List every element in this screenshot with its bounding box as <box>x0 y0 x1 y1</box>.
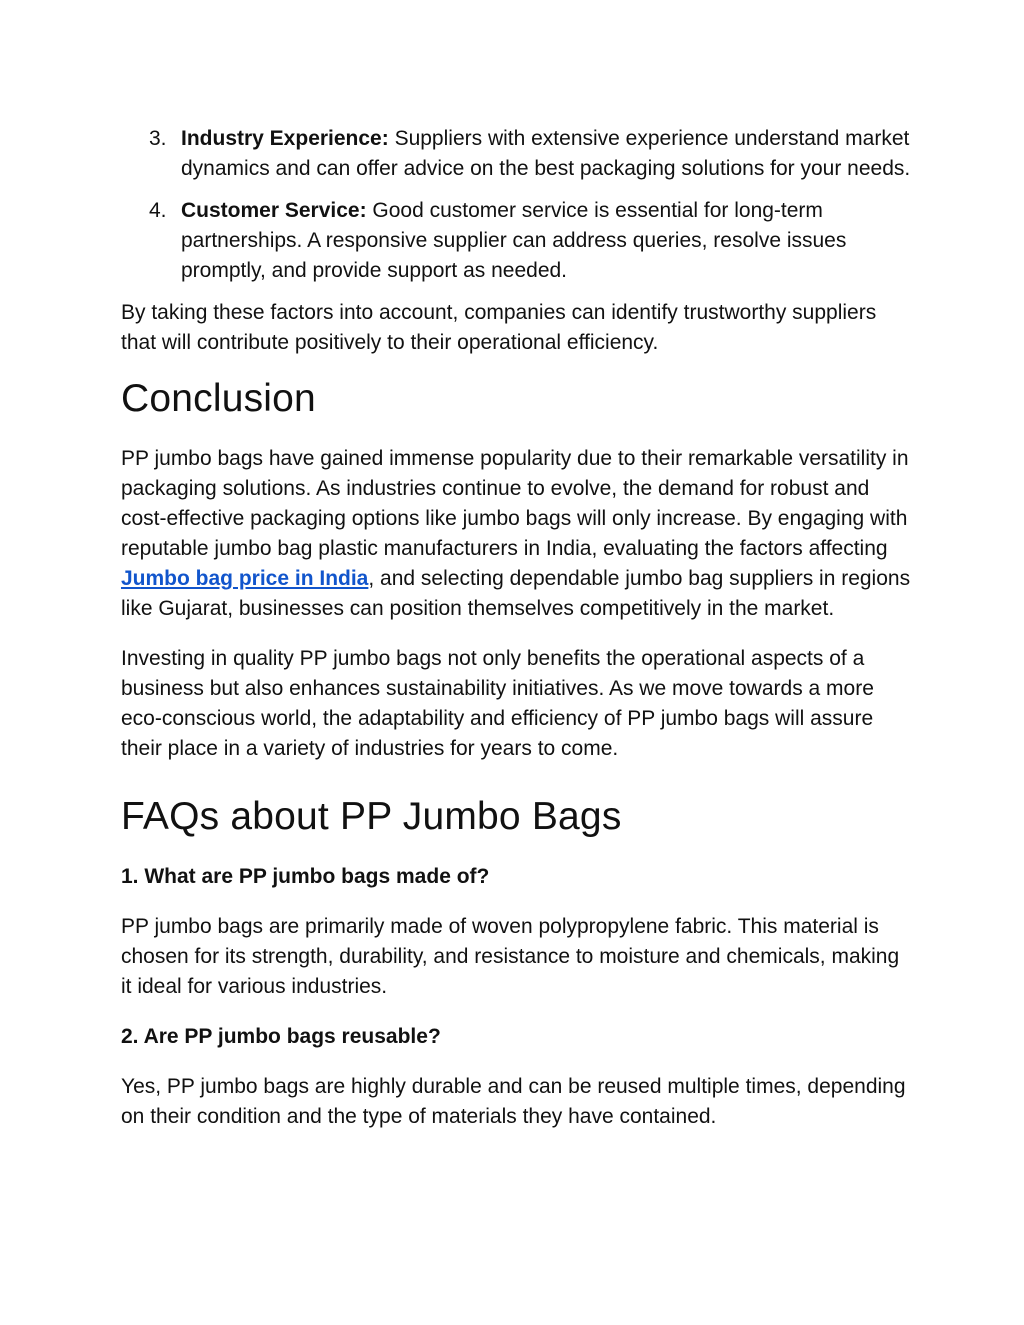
conclusion-text-after-link: , and selecting dependable jumbo bag suppliers in regions like Gujarat, businesses can position themselves competitively in the market. <box>121 567 911 620</box>
list-item-term: Customer Service: <box>181 199 367 222</box>
conclusion-paragraph-2: Investing in quality PP jumbo bags not only benefits the operational aspects of a business but also enhances sustainability initiatives. As we move towards a more eco-conscious world, the adaptability and efficiency of PP jumbo bags will assure their place in a variety of industries for years to come. <box>121 647 874 760</box>
list-item-number: 4. <box>149 199 167 222</box>
factors-list <box>121 124 911 286</box>
faq-answer: PP jumbo bags are primarily made of woven polypropylene fabric. This material is chosen for its strength, durability, and resistance to moisture and chemicals, making it ideal for various industries. <box>121 915 900 998</box>
faq-question: 2. Are PP jumbo bags reusable? <box>121 1025 441 1048</box>
document-content <box>121 124 911 1132</box>
faq-question: 1. What are PP jumbo bags made of? <box>121 865 490 888</box>
faqs-heading: FAQs about PP Jumbo Bags <box>121 795 622 838</box>
faq-answer: Yes, PP jumbo bags are highly durable and can be reused multiple times, depending on their condition and the type of materials they have contained. <box>121 1075 906 1128</box>
list-item-text: Good customer service is essential for long-term partnerships. A responsive supplier can address queries, resolve issues promptly, and provide support as needed. <box>181 199 847 282</box>
conclusion-heading: Conclusion <box>121 377 316 420</box>
conclusion-paragraph-1 <box>121 444 911 624</box>
spacer <box>121 422 911 444</box>
list-item-number: 3. <box>149 127 167 150</box>
conclusion-text-before-link: PP jumbo bags have gained immense popularity due to their remarkable versatility in packaging solutions. As industries continue to evolve, the demand for robust and cost-effective packaging options like jumbo bags will only increase. By engaging with reputable jumbo bag plastic manufacturers in India, evaluating the factors affecting <box>121 447 909 560</box>
jumbo-bag-price-link[interactable]: Jumbo bag price in India <box>121 567 369 590</box>
spacer <box>121 764 911 794</box>
list-item-term: Industry Experience: <box>181 127 389 150</box>
list-item <box>121 196 911 286</box>
supplier-summary-paragraph: By taking these factors into account, companies can identify trustworthy suppliers that will contribute positively to their operational efficiency. <box>121 301 877 354</box>
spacer <box>121 358 911 376</box>
spacer <box>121 840 911 862</box>
spacer <box>121 1002 911 1022</box>
list-item-text: Suppliers with extensive experience understand market dynamics and can offer advice on the best packaging solutions for your needs. <box>181 127 911 180</box>
list-item <box>121 124 911 184</box>
